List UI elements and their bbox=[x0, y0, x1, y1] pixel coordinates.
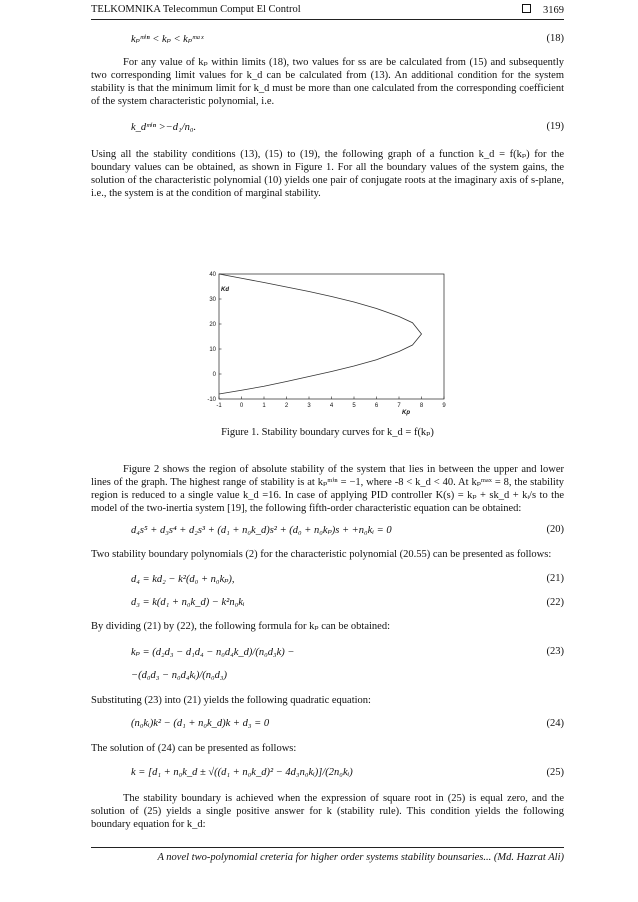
figure-1-chart bbox=[196, 269, 454, 419]
x-tick-label: 9 bbox=[442, 403, 446, 409]
paragraph-2: Using all the stability conditions (13), (15) to (19), the following graph of a function k_d = f(kₚ) for the boundary values can be obtained, as shown in Figure 1. For all the boundary values of the system gains, the solution of the characteristic polynomial (10) yields one pair of conjugate roots at the imaginary axis of s-plane, i.e., the system is at the condition of marginal stability. bbox=[91, 149, 564, 199]
x-tick-label: 1 bbox=[262, 403, 266, 409]
equation-21-number: (21) bbox=[546, 573, 564, 584]
equation-22: d₃ = k(d₁ + n₀k_d) − k²n₀kᵢ bbox=[131, 597, 245, 608]
equation-18: kₚᵐⁱⁿ < kₚ < kₚᵐᵃˣ bbox=[131, 34, 204, 45]
equation-24-number: (24) bbox=[546, 718, 564, 729]
x-tick-label: 4 bbox=[329, 403, 334, 409]
paragraph-8: The stability boundary is achieved when the expression of square root in (25) is equal zero, and the solution of (25) yields a single positive answer for k (stability rule). This condition yields the following boundary equation for k_d: bbox=[91, 793, 564, 830]
footer-rule bbox=[91, 847, 564, 848]
x-tick-label: 6 bbox=[374, 403, 379, 409]
paragraph-5: By dividing (21) by (22), the following formula for kₚ can be obtained: bbox=[91, 621, 391, 632]
y-tick-label: -10 bbox=[207, 397, 216, 403]
equation-21: d₄ = kd₂ − k²(d₀ + n₀kₚ), bbox=[131, 574, 235, 585]
y-tick-label: 10 bbox=[209, 347, 216, 353]
y-axis-label: Kd bbox=[221, 287, 229, 293]
equation-22-number: (22) bbox=[546, 597, 564, 608]
running-footer: A novel two-polynomial creteria for higher order systems stability bounsaries... (Md. Hazrat Ali) bbox=[157, 852, 564, 863]
page-number: 3169 bbox=[543, 5, 564, 16]
x-tick-label: 3 bbox=[307, 403, 311, 409]
equation-23-line-2: −(d₀d₃ − n₀d₄kᵢ)/(n₀d₃) bbox=[131, 670, 228, 681]
x-tick-label: 2 bbox=[284, 403, 289, 409]
equation-20-number: (20) bbox=[546, 524, 564, 535]
paragraph-6: Substituting (23) into (21) yields the following quadratic equation: bbox=[91, 695, 371, 706]
paragraph-7: The solution of (24) can be presented as follows: bbox=[91, 743, 297, 754]
equation-18-number: (18) bbox=[546, 33, 564, 44]
header-rule bbox=[91, 19, 564, 20]
equation-25: k = [d₁ + n₀k_d ± √((d₁ + n₀k_d)² − 4d₃n₀kᵢ)]/(2n₀kᵢ) bbox=[131, 767, 353, 778]
equation-25-number: (25) bbox=[546, 767, 564, 778]
equation-23-line-1: kₚ = (d₂d₃ − d₁d₄ − n₀d₄k_d)/(n₀d₃k) − bbox=[131, 647, 295, 658]
y-tick-label: 30 bbox=[209, 297, 216, 303]
running-header bbox=[91, 2, 564, 18]
checkbox-square-icon bbox=[522, 4, 531, 13]
equation-20: d₄s⁵ + d₃s⁴ + d₂s³ + (d₁ + n₀k_d)s² + (d₀ + n₀kₚ)s + +n₀kᵢ = 0 bbox=[131, 525, 392, 536]
paragraph-4: Two stability boundary polynomials (2) for the characteristic polynomial (20.55) can be presented as follows: bbox=[91, 549, 552, 560]
journal-name: TELKOMNIKA Telecommun Comput El Control bbox=[91, 4, 301, 15]
x-tick-label: 5 bbox=[352, 403, 356, 409]
x-axis-label: Kp bbox=[402, 410, 410, 416]
y-tick-label: 20 bbox=[209, 322, 216, 328]
y-tick-label: 0 bbox=[212, 372, 216, 378]
chart-plot-area bbox=[219, 274, 444, 399]
x-tick-label: -1 bbox=[216, 403, 222, 409]
equation-23-number: (23) bbox=[546, 646, 564, 657]
equation-24: (n₀kᵢ)k² − (d₁ + n₀k_d)k + d₃ = 0 bbox=[131, 718, 270, 729]
equation-19-number: (19) bbox=[546, 121, 564, 132]
paragraph-1: For any value of kₚ within limits (18), two values for ss are be calculated from (15) and subsequently two corresponding limit values for k_d can be calculated from (13). An additional condition for the system stability is that the minimum limit for k_d must be more than one calculated from the corresponding coefficient of the system characteristic polynomial, i.e. bbox=[91, 57, 564, 107]
x-tick-label: 8 bbox=[419, 403, 424, 409]
equation-19: k_dᵐⁱⁿ >−d₁/n₀. bbox=[131, 122, 197, 133]
paragraph-3: Figure 2 shows the region of absolute stability of the system that lies in between the upper and lower lines of the graph. The highest range of stability is at kₚᵐⁱⁿ = −1, where -8 < k_d < 40. At kₚᵐᵃˣ = 8, the stability region is reduced to a single value k_d =16. In case of applying PID controller K(s) = kₚ + sk_d + kᵢ/s to the model of the two-inertia system [19], the following fifth-order characteristic equation can be obtained: bbox=[91, 464, 564, 514]
figure-caption: Figure 1. Stability boundary curves for k_d = f(kₚ) bbox=[221, 427, 434, 438]
page-number-block bbox=[522, 4, 564, 16]
x-tick-label: 0 bbox=[239, 403, 244, 409]
y-tick-label: 40 bbox=[209, 272, 216, 278]
x-tick-label: 7 bbox=[397, 403, 401, 409]
